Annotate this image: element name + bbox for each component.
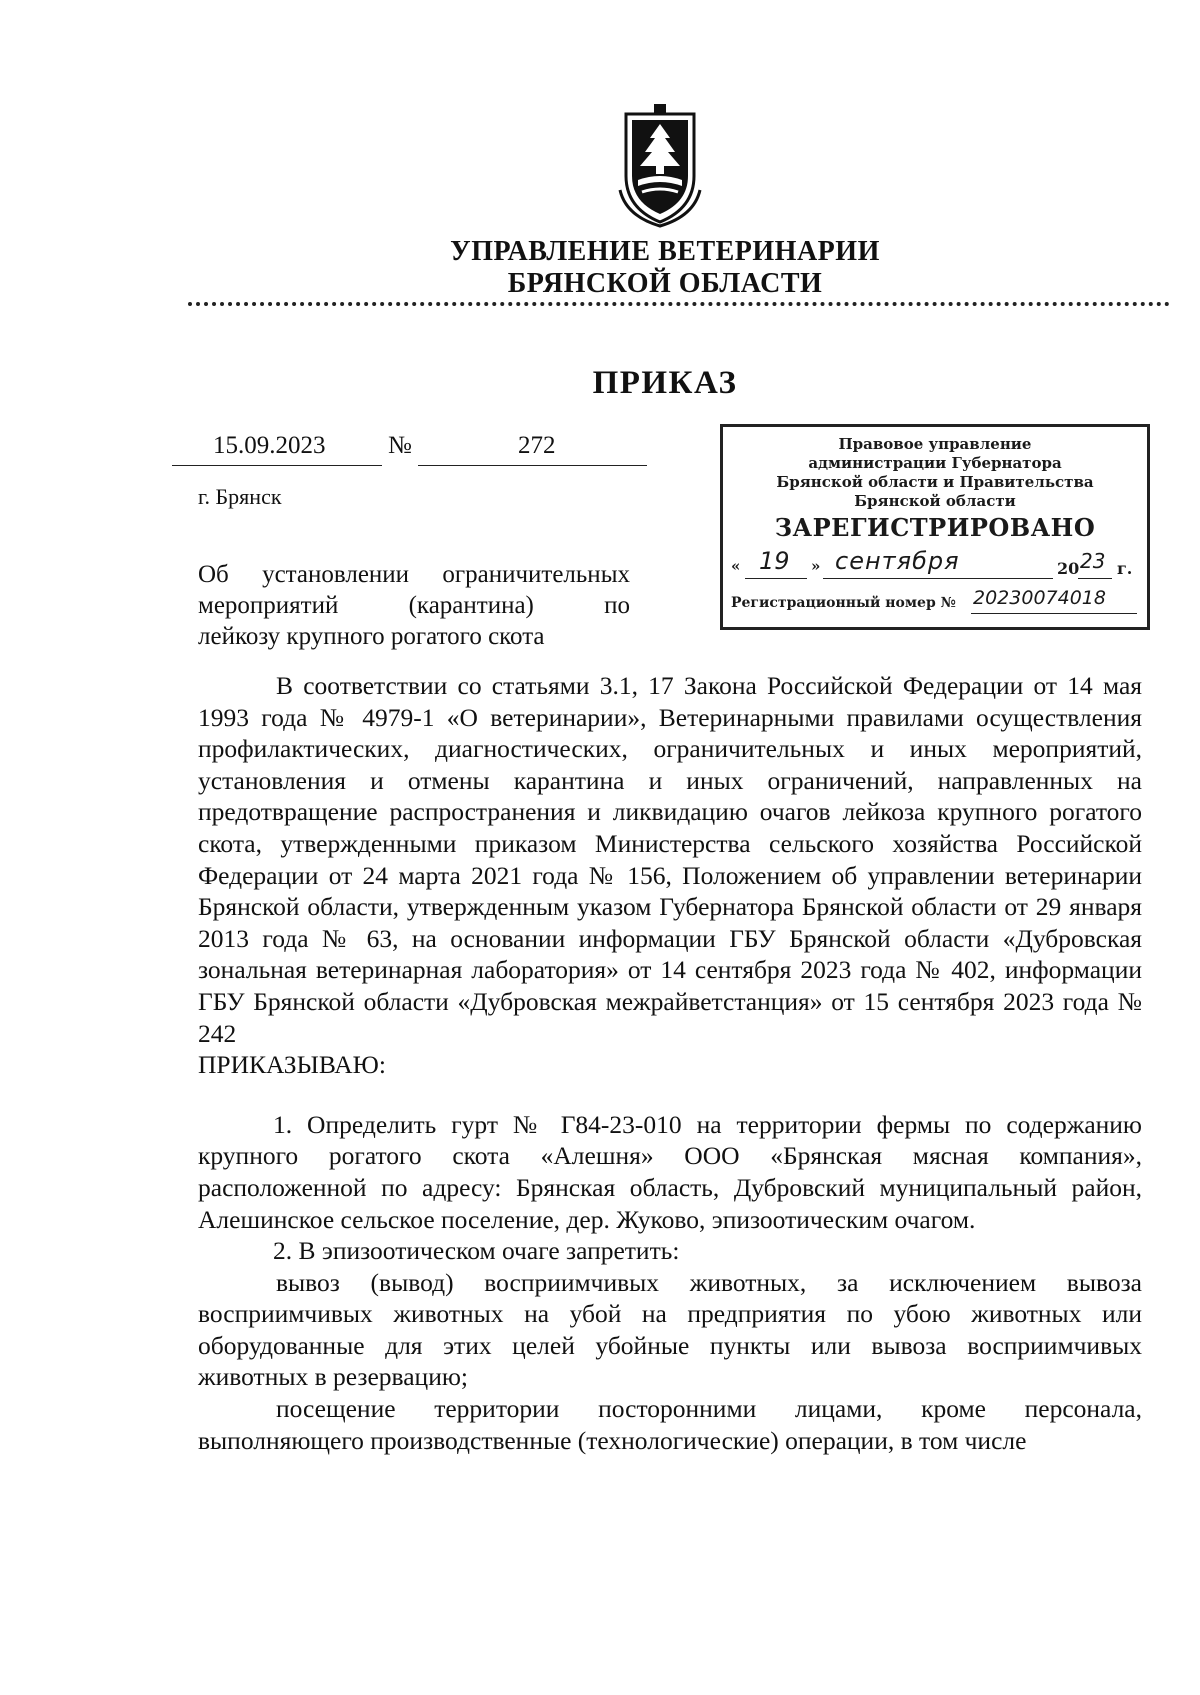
stamp-reg-number: 20230074018 <box>973 587 1106 609</box>
stamp-year-prefix: 20 <box>1057 559 1080 578</box>
registration-stamp <box>720 424 1150 630</box>
stamp-registered: ЗАРЕГИСТРИРОВАНО <box>774 513 1096 542</box>
item-2-paragraph: 2. В эпизоотическом очаге запретить: <box>273 1236 680 1266</box>
item-2-clause-a: вывоз (вывод) восприимчивых животных, за исключением вывоза восприимчивых животных на убой на предприятия по убою животных или оборудованные для этих целей убойные пункты или вывоза восприимчивых животных в резервацию; <box>198 1267 1142 1392</box>
header-dotted-divider <box>188 302 1170 306</box>
stamp-year-suffix: 23 <box>1080 549 1106 573</box>
subject-line: лейкозу крупного рогатого скота <box>198 623 545 650</box>
document-title: ПРИКАЗ <box>592 365 738 401</box>
city: г. Брянск <box>198 484 282 509</box>
organization-name-line1: УПРАВЛЕНИЕ ВЕТЕРИНАРИИ <box>450 236 880 267</box>
document-date: 15.09.2023 <box>213 432 326 459</box>
item-1-paragraph: 1. Определить гурт № Г84-23-010 на территории фермы по содержанию крупного рогатого скота «Алешня» ООО «Брянская мясная компания», расположенной по адресу: Брянская область, Дубровский муниципальный район, Алешинское сельское поселение, дер. Жуково, эпизоотическим очагом. <box>198 1109 1142 1234</box>
subject-line: Об установлении ограничительных <box>198 561 630 588</box>
stamp-line: Брянской области <box>854 492 1016 510</box>
stamp-line: администрации Губернатора <box>808 454 1062 472</box>
date-number-line <box>172 430 647 466</box>
organization-name-line2: БРЯНСКОЙ ОБЛАСТИ <box>507 268 823 299</box>
document-number: 272 <box>518 432 556 459</box>
order-body <box>198 670 1142 1456</box>
subject-line: мероприятий (карантина) по <box>198 592 630 619</box>
stamp-year-unit: г. <box>1117 559 1133 578</box>
order-word: ПРИКАЗЫВАЮ: <box>198 1050 386 1080</box>
order-subject <box>198 559 630 652</box>
stamp-line: Брянской области и Правительства <box>776 473 1094 491</box>
stamp-month: сентября <box>835 547 960 575</box>
stamp-line: Правовое управление <box>838 435 1032 453</box>
stamp-date-row: « 19 » сентября 20 23 г. <box>731 547 1133 578</box>
stamp-reg-label: Регистрационный номер № <box>731 595 956 611</box>
number-label: № <box>388 432 412 459</box>
number-underline <box>418 465 647 466</box>
coat-of-arms-emblem <box>618 104 702 228</box>
item-2-clause-b: посещение территории посторонними лицами, кроме персонала, выполняющего производственные (технологические) операции, в том числе <box>198 1394 1142 1455</box>
stamp-reg-row <box>731 587 1141 617</box>
date-underline <box>172 465 382 466</box>
preamble-paragraph: В соответствии со статьями 3.1, 17 Закона Российской Федерации от 14 мая 1993 года № 4979-1 «О ветеринарии», Ветеринарными правилами осуществления профилактических, диагностических, ограничительных и иных мероприятий, установления и отмены карантина и иных ограничений, направленных на предотвращение распространения и ликвидацию очагов лейкоза крупного рогатого скота, утвержденными приказом Министерства сельского хозяйства Российской Федерации от 24 марта 2021 года № 156, Положением об управлении ветеринарии Брянской области, утвержденным указом Губернатора Брянской области от 29 января 2013 года № 63, на основании информации ГБУ Брянской области «Дубровская зональная ветеринарная лаборатория» от 14 сентября 2023 года № 402, информации ГБУ Брянской области «Дубровская межрайветстанция» от 15 сентября 2023 года № 242 <box>198 671 1142 1048</box>
stamp-day: 19 <box>759 547 790 575</box>
